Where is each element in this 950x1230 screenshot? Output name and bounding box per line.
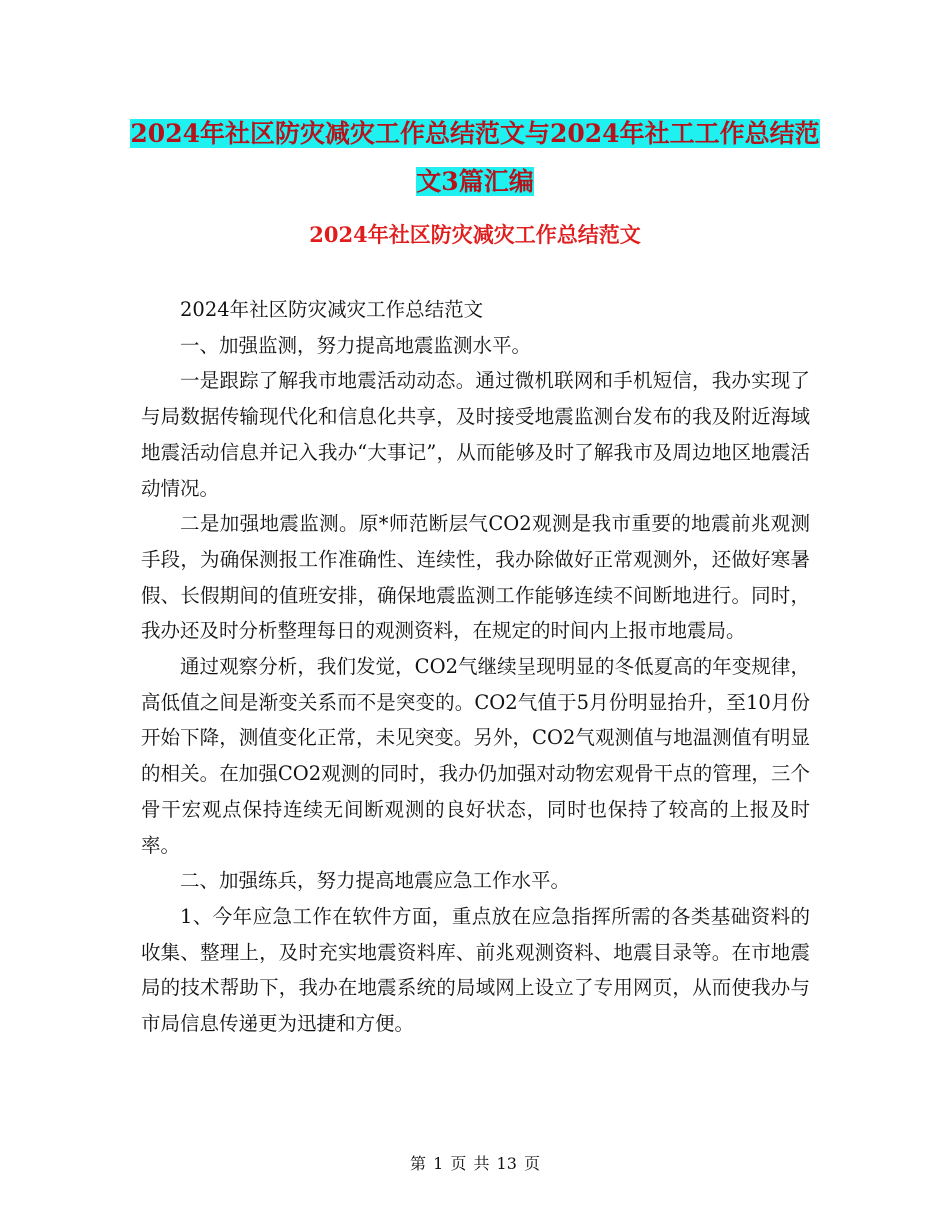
paragraph: 一、加强监测，努力提高地震监测水平。 <box>180 333 532 357</box>
paragraph: 2024年社区防灾减灾工作总结范文 <box>180 298 484 321</box>
paragraph: 一是跟踪了解我市地震活动动态。通过微机联网和手机短信，我办实现了与局数据传输现代化和信息化共享，及时接受地震监测台发布的我及附近海域地震活动信息并记入我办“大事记”，从而能够及时了解我市及周边地区地震活动情况。 <box>141 369 810 500</box>
section-title: 2024年社区防灾减灾工作总结范文 <box>309 222 641 247</box>
document-title <box>120 110 830 206</box>
paragraph: 二、加强练兵，努力提高地震应急工作水平。 <box>180 869 571 893</box>
document-body <box>141 292 810 1042</box>
page-footer: 第 1 页 共 13 页 <box>410 1154 540 1173</box>
paragraph: 二是加强地震监测。原*师范断层气CO2观测是我市重要的地震前兆观测手段，为确保测报工作准确性、连续性，我办除做好正常观测外，还做好寒暑假、长假期间的值班安排，确保地震监测工作能够连续不间断地进行。同时，我办还及时分析整理每日的观测资料，在规定的时间内上报市地震局。 <box>141 512 810 643</box>
paragraph: 1、今年应急工作在软件方面，重点放在应急指挥所需的各类基础资料的收集、整理上，及时充实地震资料库、前兆观测资料、地震目录等。在市地震局的技术帮助下，我办在地震系统的局域网上设立了专用网页，从而使我办与市局信息传递更为迅捷和方便。 <box>141 904 810 1036</box>
paragraph: 通过观察分析，我们发觉，CO2气继续呈现明显的冬低夏高的年变规律，高低值之间是渐变关系而不是突变的。CO2气值于5月份明显抬升，至10月份开始下降，测值变化正常，未见突变。另外，CO2气观测值与地温测值有明显的相关。在加强CO2观测的同时，我办仍加强对动物宏观骨干点的管理，三个骨干宏观点保持连续无间断观测的良好状态，同时也保持了较高的上报及时率。 <box>141 655 810 857</box>
document-title-text: 2024年社区防灾减灾工作总结范文与2024年社工工作总结范文3篇汇编 <box>130 119 820 196</box>
